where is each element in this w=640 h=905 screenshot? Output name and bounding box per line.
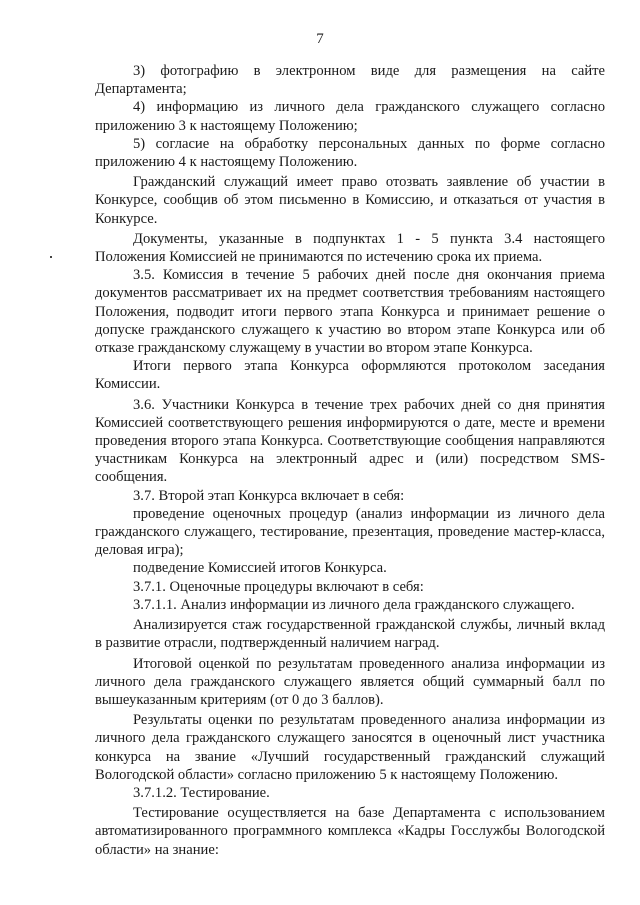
scan-speck bbox=[50, 256, 52, 258]
paragraph-item-5: 5) согласие на обработку персональных данных по форме согласно приложению 4 к настоящему Положению. bbox=[95, 135, 605, 171]
paragraph-3-6: 3.6. Участники Конкурса в течение трех рабочих дней со дня принятия Комиссией соответствующего решения информируются о дате, месте и времени проведения второго этапа Конкурса. Соответствующие сообщения направляются участникам Конкурса на электронный адрес и (или) посредством SMS-сообщения. bbox=[95, 396, 605, 486]
paragraph-final-score: Итоговой оценкой по результатам проведенного анализа информации из личного дела гражданского служащего является общий суммарный балл по вышеуказанным критериям (от 0 до 3 баллов). bbox=[95, 655, 605, 708]
paragraph-3-7-1: 3.7.1. Оценочные процедуры включают в себя: bbox=[133, 578, 424, 595]
paragraph-3-5: 3.5. Комиссия в течение 5 рабочих дней после дня окончания приема документов рассматривает их на предмет соответствия требованиям настоящего Положения, подводит итоги первого этапа Конкурса и принимает решение о допуске гражданского служащего к участию во втором этапе Конкурса или об отказе гражданскому служащему в участии во втором этапе Конкурса. bbox=[95, 267, 605, 357]
paragraph-first-stage-results: Итоги первого этапа Конкурса оформляются протоколом заседания Комиссии. bbox=[95, 358, 605, 393]
paragraph-3-7: 3.7. Второй этап Конкурса включает в себя: bbox=[133, 487, 405, 504]
paragraph-item-4: 4) информацию из личного дела гражданского служащего согласно приложению 3 к настоящему Положению; bbox=[95, 99, 605, 134]
paragraph-summary: подведение Комиссией итогов Конкурса. bbox=[133, 560, 387, 577]
paragraph-analysis: Анализируется стаж государственной гражданской службы, личный вклад в развитие отрасли, подтвержденный наличием наград. bbox=[95, 617, 605, 652]
page-number: 7 bbox=[316, 31, 324, 47]
paragraph-assessment: проведение оценочных процедур (анализ информации из личного дела гражданского служащего, тестирование, презентация, проведение мастер-класса, деловая игра); bbox=[95, 505, 605, 559]
paragraph-item-3: 3) фотографию в электронном виде для размещения на сайте Департамента; bbox=[95, 63, 605, 98]
paragraph-3-7-1-2: 3.7.1.2. Тестирование. bbox=[133, 784, 270, 801]
paragraph-evaluation-sheet: Результаты оценки по результатам проведенного анализа информации из личного дела гражданского служащего заносятся в оценочный лист участника конкурса на звание «Лучший государственный гражданский служащий Вологодской области» согласно приложению 5 к настоящему Положению. bbox=[95, 712, 605, 783]
paragraph-3-7-1-1: 3.7.1.1. Анализ информации из личного дела гражданского служащего. bbox=[133, 596, 575, 613]
paragraph-documents: Документы, указанные в подпунктах 1 - 5 пункта 3.4 настоящего Положения Комиссией не принимаются по истечению срока их приема. bbox=[95, 230, 605, 266]
document-body bbox=[95, 62, 605, 859]
paragraph-withdraw: Гражданский служащий имеет право отозвать заявление об участии в Конкурсе, сообщив об этом письменно в Комиссию, и отказаться от участия в Конкурсе. bbox=[95, 174, 605, 227]
paragraph-testing: Тестирование осуществляется на базе Департамента с использованием автоматизированного программного комплекса «Кадры Госслужбы Вологодской области» на знание: bbox=[95, 805, 605, 858]
